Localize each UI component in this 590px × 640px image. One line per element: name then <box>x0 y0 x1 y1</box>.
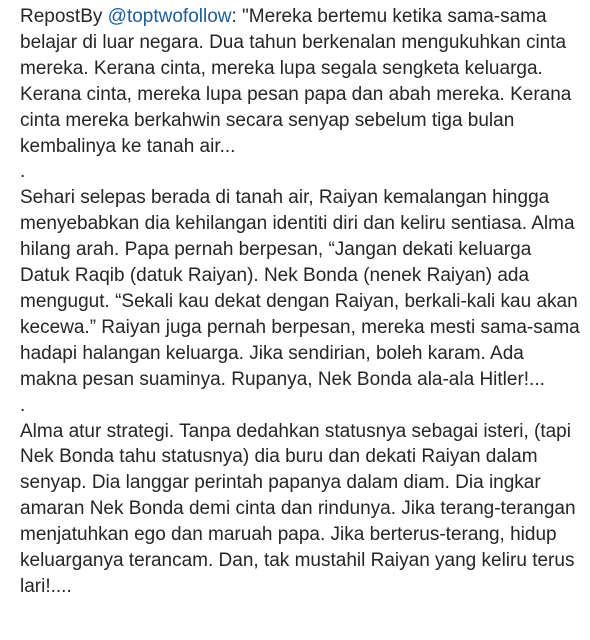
caption-text-1: : "Mereka bertemu ketika sama-sama belajar di luar negara. Dua tahun berkenalan mengukuhkan cinta mereka. Kerana cinta, mereka lupa segala sengketa keluarga. Kerana cinta, mereka lupa pesan papa dan abah mereka. Kerana cinta mereka berkahwin secara senyap sebelum tiga bulan kembalinya ke tanah air... <box>20 6 577 157</box>
paragraph-separator-1: . <box>20 161 26 183</box>
paragraph-separator-2: . <box>20 394 26 416</box>
post-caption <box>20 4 586 600</box>
caption-paragraph-2: Sehari selepas berada di tanah air, Raiyan kemalangan hingga menyebabkan dia kehilangan identiti diri dan keliru sentiasa. Alma hilang arah. Papa pernah berpesan, “Jangan dekati keluarga Datuk Raqib (datuk Raiyan). Nek Bonda (nenek Raiyan) ada mengugut. “Sekali kau dekat dengan Raiyan, berkali-kali kau akan kecewa.” Raiyan juga pernah berpesan, mereka mesti sama-sama hadapi halangan keluarga. Jika sendirian, boleh karam. Ada makna pesan suaminya. Rupanya, Nek Bonda ala-ala Hitler!... <box>20 187 585 390</box>
username-mention-link[interactable]: @toptwofollow <box>107 6 232 27</box>
caption-paragraph-1 <box>20 4 586 159</box>
repost-prefix: RepostBy <box>20 6 108 27</box>
caption-paragraph-3: Alma atur strategi. Tanpa dedahkan statusnya sebagai isteri, (tapi Nek Bonda tahu statusnya) dia buru dan dekati Raiyan dalam senyap. Dia langgar perintah papanya dalam diam. Dia ingkar amaran Nek Bonda demi cinta dan rindunya. Jika terang-terangan menjatuhkan ego dan maruah papa. Jika berterus-terang, hidup keluarganya terancam. Dan, tak mustahil Raiyan yang keliru terus lari!.... <box>20 420 581 597</box>
